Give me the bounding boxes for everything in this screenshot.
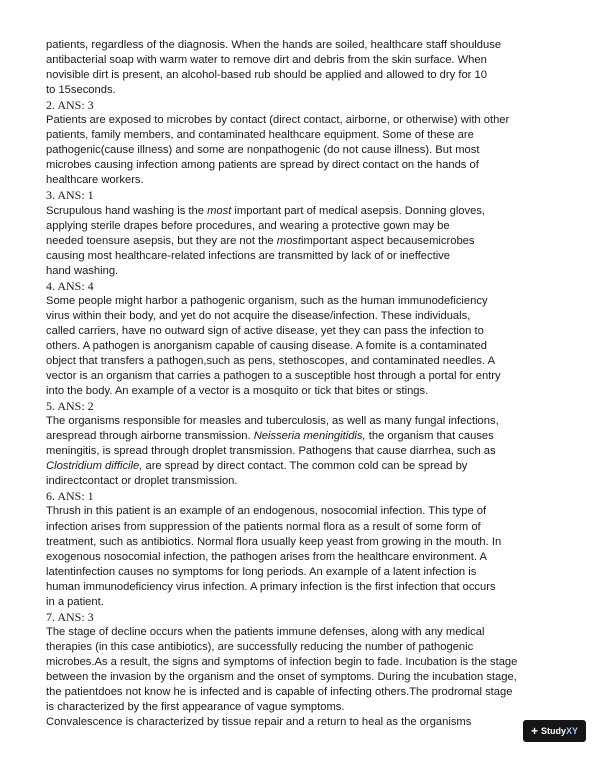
text-line: Convalescence is characterized by tissue repair and a return to heal as the organisms xyxy=(46,716,472,729)
text-line xyxy=(46,459,566,474)
answer-3 xyxy=(46,188,566,278)
text-line: novisible dirt is present, an alcohol-based rub should be applied and allowed to dry for 10 xyxy=(46,69,487,82)
text-line: called carriers, have no outward sign of active disease, yet they can pass the infection to xyxy=(46,324,484,337)
text-line: the patientdoes not know he is infected and is capable of infecting others.The prodromal stage xyxy=(46,686,513,699)
text-run: Scrupulous hand washing is the xyxy=(46,204,208,217)
text-line: Patients are exposed to microbes by contact (direct contact, airborne, or otherwise) with other xyxy=(46,114,510,127)
text-line: The organisms responsible for measles and tuberculosis, as well as many fungal infections, xyxy=(46,415,499,428)
document-page xyxy=(46,38,566,730)
text-line xyxy=(46,234,566,249)
text-run: are spread by direct contact. The common cold can be spread by xyxy=(142,460,468,473)
answer-5 xyxy=(46,399,566,489)
text-run: important aspect becausemicrobes xyxy=(301,234,475,247)
watermark-study: Study xyxy=(540,726,566,736)
answer-7 xyxy=(46,610,566,730)
text-line: vector is an organism that carries a pathogen to a susceptible host through a portal for entry xyxy=(46,370,501,383)
answer-6 xyxy=(46,489,566,609)
text-line: microbes causing infection among patients are spread by direct contact on the hands of xyxy=(46,159,479,172)
text-line: infection arises from suppression of the patients normal flora as a result of some form of xyxy=(46,520,481,533)
answer-label: 2. ANS: 3 xyxy=(46,98,94,113)
emphasis-text: most xyxy=(207,204,232,217)
text-line: The stage of decline occurs when the patients immune defenses, along with any medical xyxy=(46,625,485,638)
answer-4 xyxy=(46,279,566,399)
text-line: microbes.As a result, the signs and symptoms of infection begin to fade. Incubation is the stage xyxy=(46,655,518,668)
text-line: to 15seconds. xyxy=(46,84,116,97)
answer-label: 3. ANS: 1 xyxy=(46,188,94,203)
watermark-text xyxy=(541,726,578,736)
text-line: causing most healthcare-related infections are transmitted by lack of or ineffective xyxy=(46,249,450,262)
answer-2 xyxy=(46,98,566,188)
answer-label: 6. ANS: 1 xyxy=(46,489,94,504)
emphasis-text: Neisseria meningitidis, xyxy=(253,430,366,443)
text-line: human immunodeficiency virus infection. A primary infection is the first infection that occurs xyxy=(46,580,496,593)
emphasis-text: Clostridium difficile, xyxy=(46,460,143,473)
text-run: the organism that causes xyxy=(365,430,494,443)
text-line xyxy=(46,429,566,444)
text-line: healthcare workers. xyxy=(46,174,144,187)
plus-icon: + xyxy=(530,724,538,738)
text-line: indirectcontact or droplet transmission. xyxy=(46,475,238,488)
studyxy-watermark-badge[interactable] xyxy=(523,720,586,742)
text-line: patients, family members, and contaminated healthcare equipment. Some of these are xyxy=(46,129,474,142)
text-line: meningitis, is spread through droplet transmission. Pathogens that cause diarrhea, such as xyxy=(46,445,496,458)
text-line: object that transfers a pathogen,such as pens, stethoscopes, and contaminated needles. A xyxy=(46,354,496,367)
text-run: important part of medical asepsis. Donning gloves, xyxy=(231,204,486,217)
text-line: treatment, such as antibiotics. Normal flora usually keep yeast from growing in the mouth. In xyxy=(46,535,502,548)
text-line: virus within their body, and yet do not acquire the disease/infection. These individuals, xyxy=(46,309,471,322)
watermark-xy: XY xyxy=(566,726,579,736)
text-line: into the body. An example of a vector is a mosquito or tick that bites or stings. xyxy=(46,385,429,398)
text-line xyxy=(46,204,566,219)
text-line: exogenous nosocomial infection, the pathogen arises from the healthcare environment. A xyxy=(46,550,487,563)
text-line: patients, regardless of the diagnosis. When the hands are soiled, healthcare staff shoulduse xyxy=(46,39,502,51)
text-line: antibacterial soap with warm water to remove dirt and debris from the skin surface. When xyxy=(46,54,487,67)
text-line: pathogenic(cause illness) and some are nonpathogenic (do not cause illness). But most xyxy=(46,144,480,157)
text-run: needed toensure asepsis, but they are not the xyxy=(46,234,277,247)
text-line: Some people might harbor a pathogenic organism, such as the human immunodeficiency xyxy=(46,294,488,307)
intro-paragraph xyxy=(46,38,566,98)
answer-label: 4. ANS: 4 xyxy=(46,278,94,293)
text-line: others. A pathogen is anorganism capable of causing disease. A fomite is a contaminated xyxy=(46,339,487,352)
answer-label: 5. ANS: 2 xyxy=(46,399,94,414)
answer-label: 7. ANS: 3 xyxy=(46,609,94,624)
text-line: between the invasion by the organism and the onset of symptoms. During the incubation stage, xyxy=(46,670,517,683)
text-run: arespread through airborne transmission. xyxy=(46,430,254,443)
text-line: hand washing. xyxy=(46,264,119,277)
text-line: therapies (in this case antibiotics), are successfully reducing the number of pathogenic xyxy=(46,640,474,653)
text-line: Thrush in this patient is an example of an endogenous, nosocomial infection. This type of xyxy=(46,505,487,518)
emphasis-text: most xyxy=(276,234,301,247)
text-line: latentinfection causes no symptoms for long periods. An example of a latent infection is xyxy=(46,565,477,578)
text-line: applying sterile drapes before procedures, and wearing a protective gown may be xyxy=(46,219,450,232)
text-line: is characterized by the first appearance of vague symptoms. xyxy=(46,701,345,714)
text-line: in a patient. xyxy=(46,595,104,608)
